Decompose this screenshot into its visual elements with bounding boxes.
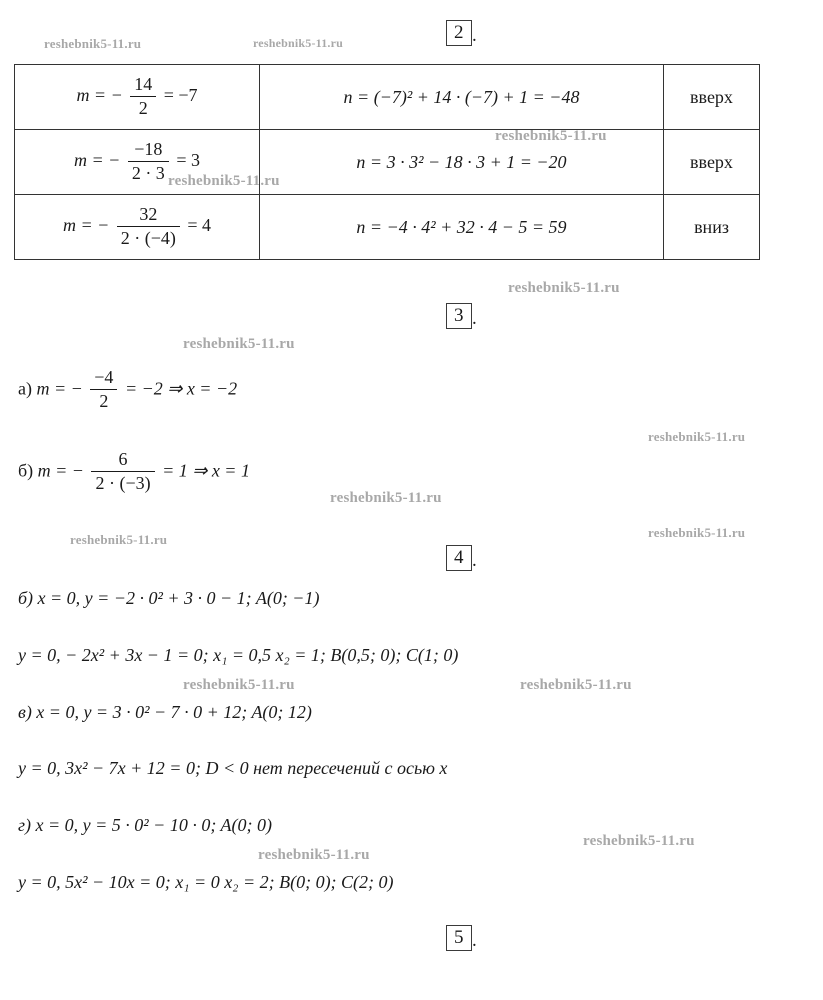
watermark: reshebnik5-11.ru <box>168 173 280 189</box>
m-prefix-3: m = − <box>62 215 110 236</box>
exercise-number-5-dot: . <box>472 930 477 951</box>
table-cell-direction <box>664 130 760 195</box>
m-result-3: = 4 <box>187 215 212 236</box>
watermark: reshebnik5-11.ru <box>258 847 370 863</box>
n-expression-1: n = (−7)² + 14 · (−7) + 1 = −48 <box>343 86 580 107</box>
fraction-task3-b <box>91 449 154 493</box>
table-cell-n <box>260 65 664 130</box>
exercise-number-2: 2 <box>446 20 472 46</box>
table-cell-direction <box>664 65 760 130</box>
table-cell-direction <box>664 195 760 260</box>
task3-tail-a: = −2 ⇒ x = −2 <box>124 378 238 399</box>
exercise-number-4: 4 <box>446 545 472 571</box>
watermark: reshebnik5-11.ru <box>44 36 142 51</box>
task3-line-a <box>18 368 237 412</box>
task3-prefix-a: m = − <box>36 378 83 399</box>
task3-tail-b: = 1 ⇒ x = 1 <box>162 460 250 481</box>
solutions-table <box>14 64 760 260</box>
table-row <box>15 195 760 260</box>
exercise-number-4-dot: . <box>472 550 477 571</box>
direction-2: вверх <box>690 151 733 172</box>
watermark: reshebnik5-11.ru <box>508 280 620 296</box>
table-cell-m <box>15 195 260 260</box>
task4-line-v1: в) x = 0, y = 3 · 0² − 7 · 0 + 12; A(0; 12) <box>18 702 312 722</box>
direction-3: вниз <box>694 216 729 237</box>
watermark: reshebnik5-11.ru <box>183 677 295 693</box>
exercise-number-3-dot: . <box>472 308 477 329</box>
watermark: reshebnik5-11.ru <box>495 128 607 144</box>
task3-line-b <box>18 450 250 494</box>
watermark: reshebnik5-11.ru <box>648 429 746 444</box>
table-cell-n <box>260 130 664 195</box>
direction-1: вверх <box>690 86 733 107</box>
watermark: reshebnik5-11.ru <box>183 336 295 352</box>
table-cell-m <box>15 65 260 130</box>
m-result-2: = 3 <box>176 150 200 171</box>
task4-line-g2: y = 0, 5x² − 10x = 0; x₁ = 0 x₂ = 2; B(0; 0); C(2; 0) <box>18 872 394 892</box>
watermark: reshebnik5-11.ru <box>330 490 442 506</box>
watermark: reshebnik5-11.ru <box>648 525 746 540</box>
fraction-denominator: 2 · (−3) <box>95 472 151 493</box>
fraction-denominator: 2 · (−4) <box>120 227 176 248</box>
fraction-1 <box>130 74 156 118</box>
task4-line-v2: y = 0, 3x² − 7x + 12 = 0; D < 0 нет пересечений с осью x <box>18 758 448 778</box>
table-cell-n <box>260 195 664 260</box>
table-cell-m <box>15 130 260 195</box>
fraction-numerator: 32 <box>117 204 180 227</box>
exercise-number-2-dot: . <box>472 25 477 46</box>
m-result-1: = −7 <box>163 85 198 106</box>
fraction-numerator: 6 <box>91 449 154 472</box>
watermark: reshebnik5-11.ru <box>253 36 343 50</box>
task3-label-b: б) <box>18 460 34 481</box>
fraction-denominator: 2 <box>99 390 109 411</box>
task4-line-g1: г) x = 0, y = 5 · 0² − 10 · 0; A(0; 0) <box>18 815 272 835</box>
task4-line-b1: б) x = 0, y = −2 · 0² + 3 · 0 − 1; A(0; −1) <box>18 588 320 608</box>
fraction-denominator: 2 <box>138 97 148 118</box>
fraction-3 <box>117 204 180 248</box>
m-prefix-1: m = − <box>76 85 123 106</box>
task3-prefix-b: m = − <box>37 460 84 481</box>
fraction-numerator: 14 <box>130 74 156 97</box>
task4-line-b2: y = 0, − 2x² + 3x − 1 = 0; x₁ = 0,5 x₂ = 1; B(0,5; 0); C(1; 0) <box>18 645 459 665</box>
m-prefix-2: m = − <box>74 150 121 171</box>
exercise-number-3: 3 <box>446 303 472 329</box>
table-row <box>15 65 760 130</box>
fraction-2 <box>128 139 169 183</box>
table-row <box>15 130 760 195</box>
fraction-task3-a <box>90 367 117 411</box>
watermark: reshebnik5-11.ru <box>520 677 632 693</box>
task3-label-a: а) <box>18 378 32 399</box>
exercise-number-5: 5 <box>446 925 472 951</box>
watermark: reshebnik5-11.ru <box>583 833 695 849</box>
n-expression-3: n = −4 · 4² + 32 · 4 − 5 = 59 <box>356 216 567 237</box>
watermark: reshebnik5-11.ru <box>70 532 168 547</box>
fraction-numerator: −4 <box>90 367 117 390</box>
fraction-numerator: −18 <box>128 139 169 162</box>
fraction-denominator: 2 · 3 <box>131 162 165 183</box>
n-expression-2: n = 3 · 3² − 18 · 3 + 1 = −20 <box>356 151 567 172</box>
